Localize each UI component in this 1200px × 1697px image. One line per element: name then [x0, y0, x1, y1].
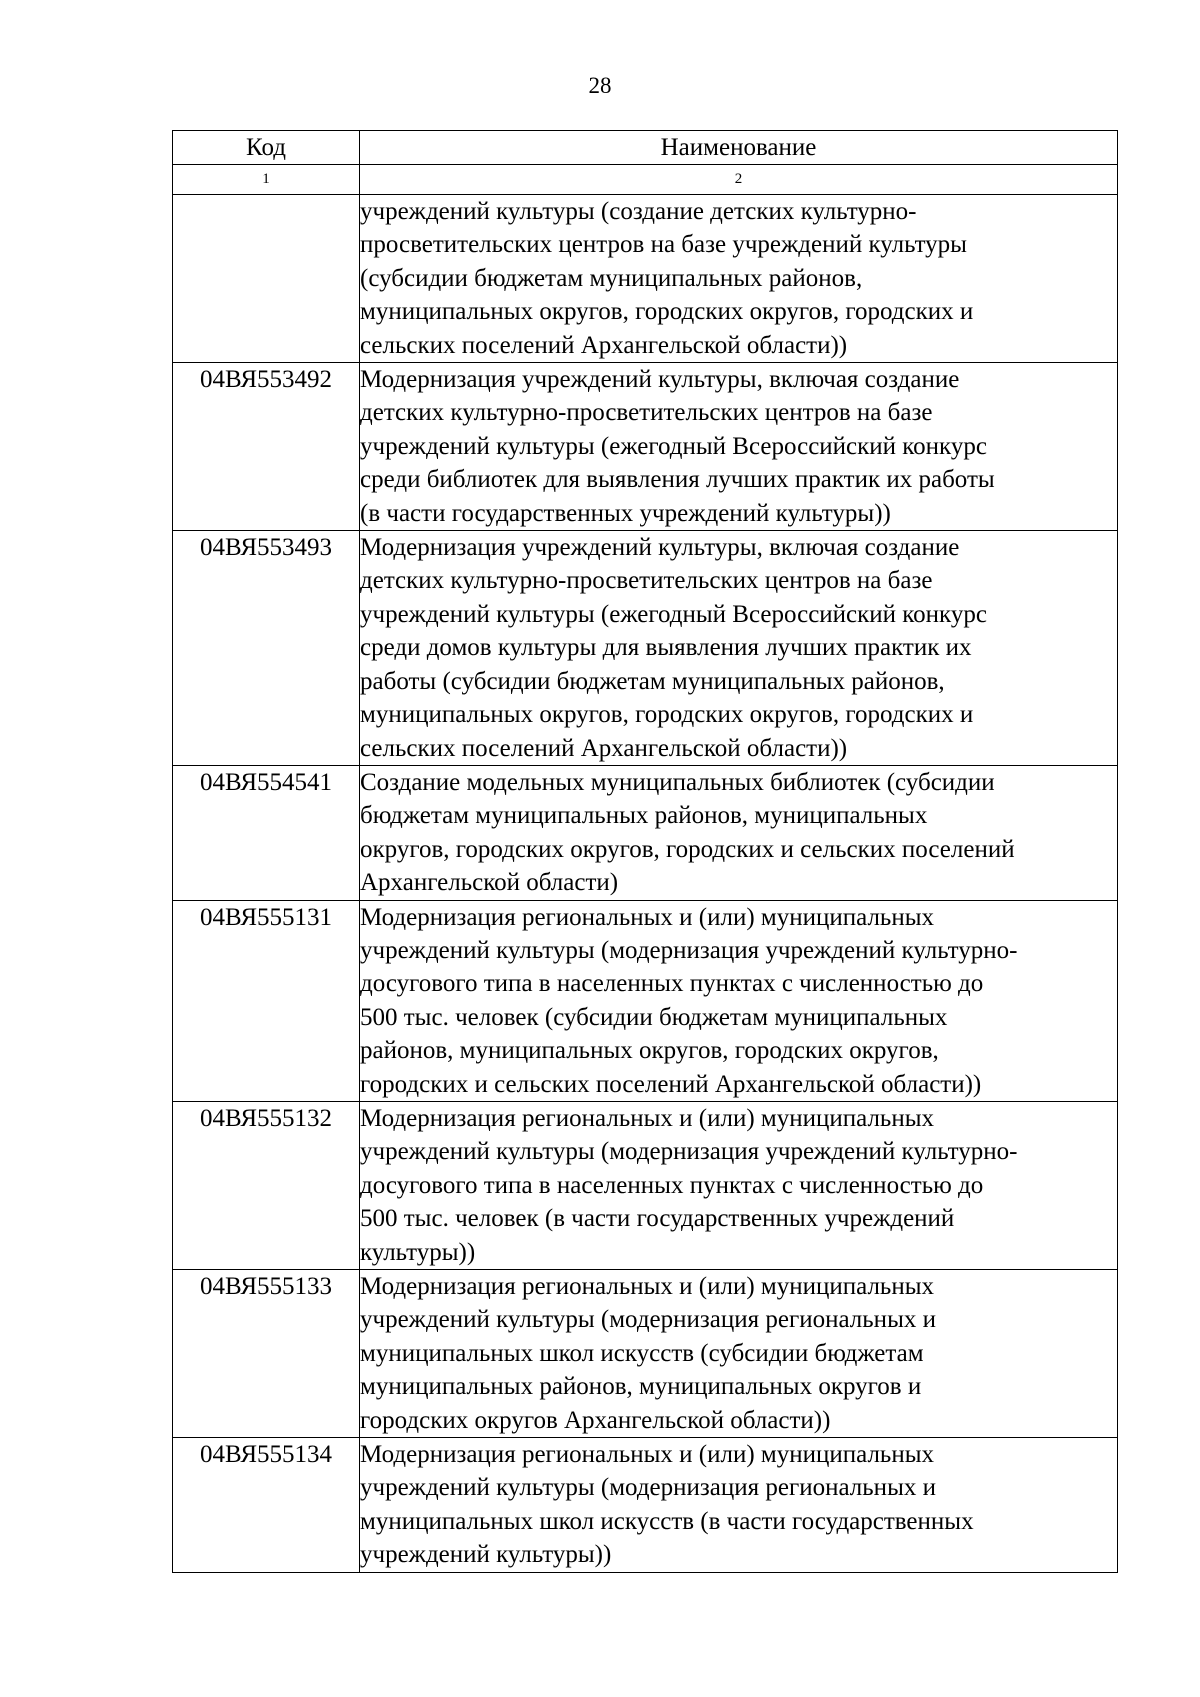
- code-cell: 04ВЯ555133: [173, 1270, 360, 1438]
- name-line: досугового типа в населенных пунктах с численностью до: [360, 970, 984, 998]
- name-line: Архангельской области): [360, 869, 619, 897]
- name-line: Модернизация региональных и (или) муниципальных: [360, 1273, 935, 1300]
- name-line: учреждений культуры (ежегодный Всероссийский конкурс: [360, 432, 987, 460]
- name-line: учреждений культуры (создание детских культурно-: [360, 198, 917, 225]
- name-line: учреждений культуры (модернизация региональных и: [360, 1474, 936, 1502]
- name-line: муниципальных школ искусств (субсидии бюджетам: [360, 1339, 924, 1367]
- name-line: учреждений культуры (модернизация учреждений культурно-: [360, 936, 1018, 964]
- name-line: Модернизация учреждений культуры, включая создание: [360, 534, 960, 562]
- name-cell: [360, 363, 1118, 531]
- name-line: бюджетам муниципальных районов, муниципальных: [360, 802, 928, 830]
- name-line: 500 тыс. человек (субсидии бюджетам муниципальных: [360, 1003, 948, 1031]
- name-line: муниципальных округов, городских округов, городских и: [360, 298, 974, 326]
- code-cell: 04ВЯ555132: [173, 1101, 360, 1269]
- column-number-name: 2: [360, 165, 1118, 195]
- name-line: учреждений культуры (модернизация учреждений культурно-: [360, 1138, 1018, 1166]
- name-line: Модернизация региональных и (или) муниципальных: [360, 1441, 935, 1469]
- name-cell: [360, 765, 1118, 900]
- name-line: культуры)): [360, 1238, 476, 1266]
- table-row: [173, 1438, 1118, 1573]
- name-line: работы (субсидии бюджетам муниципальных районов,: [360, 667, 945, 695]
- name-cell: [360, 1101, 1118, 1269]
- code-cell: 04ВЯ553492: [173, 363, 360, 531]
- name-cell: [360, 1438, 1118, 1573]
- name-line: городских и сельских поселений Архангельской области)): [360, 1070, 982, 1098]
- name-line: сельских поселений Архангельской области)): [360, 331, 848, 359]
- name-line: учреждений культуры (ежегодный Всероссийский конкурс: [360, 600, 987, 628]
- table-row: [173, 195, 1118, 363]
- table-body: [173, 195, 1118, 1573]
- name-line: районов, муниципальных округов, городских округов,: [360, 1037, 939, 1065]
- name-line: 500 тыс. человек (в части государственных учреждений: [360, 1205, 955, 1233]
- name-line: просветительских центров на базе учреждений культуры: [360, 231, 967, 259]
- column-number-code: 1: [173, 165, 360, 195]
- table-row: [173, 363, 1118, 531]
- name-cell: [360, 900, 1118, 1101]
- name-line: сельских поселений Архангельской области)): [360, 734, 848, 762]
- table-row: [173, 765, 1118, 900]
- name-cell: [360, 195, 1118, 363]
- code-cell: 04ВЯ554541: [173, 765, 360, 900]
- code-cell: 04ВЯ555131: [173, 900, 360, 1101]
- name-line: (в части государственных учреждений культуры)): [360, 499, 891, 527]
- budget-codes-table: [172, 130, 1118, 1573]
- name-line: детских культурно-просветительских центров на базе: [360, 567, 933, 595]
- name-line: учреждений культуры)): [360, 1541, 612, 1569]
- table-row: [173, 1270, 1118, 1438]
- table-header-row: [173, 131, 1118, 165]
- table-row: [173, 900, 1118, 1101]
- name-cell: [360, 531, 1118, 766]
- name-line: среди домов культуры для выявления лучших практик их: [360, 634, 972, 662]
- code-cell: [173, 195, 360, 363]
- name-line: муниципальных районов, муниципальных округов и: [360, 1373, 922, 1401]
- name-line: городских округов Архангельской области)): [360, 1406, 831, 1434]
- name-line: среди библиотек для выявления лучших практик их работы: [360, 466, 995, 494]
- name-line: Модернизация региональных и (или) муниципальных: [360, 1104, 935, 1132]
- name-line: (субсидии бюджетам муниципальных районов,: [360, 264, 863, 292]
- column-number-row: [173, 165, 1118, 195]
- code-cell: 04ВЯ553493: [173, 531, 360, 766]
- name-line: Модернизация учреждений культуры, включая создание: [360, 366, 960, 394]
- name-line: округов, городских округов, городских и сельских поселений: [360, 835, 1015, 863]
- page-number: 28: [588, 73, 612, 98]
- header-code: Код: [173, 131, 360, 165]
- table-row: [173, 531, 1118, 766]
- name-line: детских культурно-просветительских центров на базе: [360, 399, 933, 427]
- table-row: [173, 1101, 1118, 1269]
- name-line: Модернизация региональных и (или) муниципальных: [360, 903, 935, 931]
- name-line: Создание модельных муниципальных библиотек (субсидии: [360, 768, 995, 796]
- name-line: учреждений культуры (модернизация региональных и: [360, 1306, 936, 1334]
- name-line: муниципальных округов, городских округов, городских и: [360, 701, 974, 729]
- header-name: Наименование: [360, 131, 1118, 165]
- name-cell: [360, 1270, 1118, 1438]
- name-line: муниципальных школ искусств (в части государственных: [360, 1507, 974, 1535]
- code-cell: 04ВЯ555134: [173, 1438, 360, 1573]
- name-line: досугового типа в населенных пунктах с численностью до: [360, 1171, 984, 1199]
